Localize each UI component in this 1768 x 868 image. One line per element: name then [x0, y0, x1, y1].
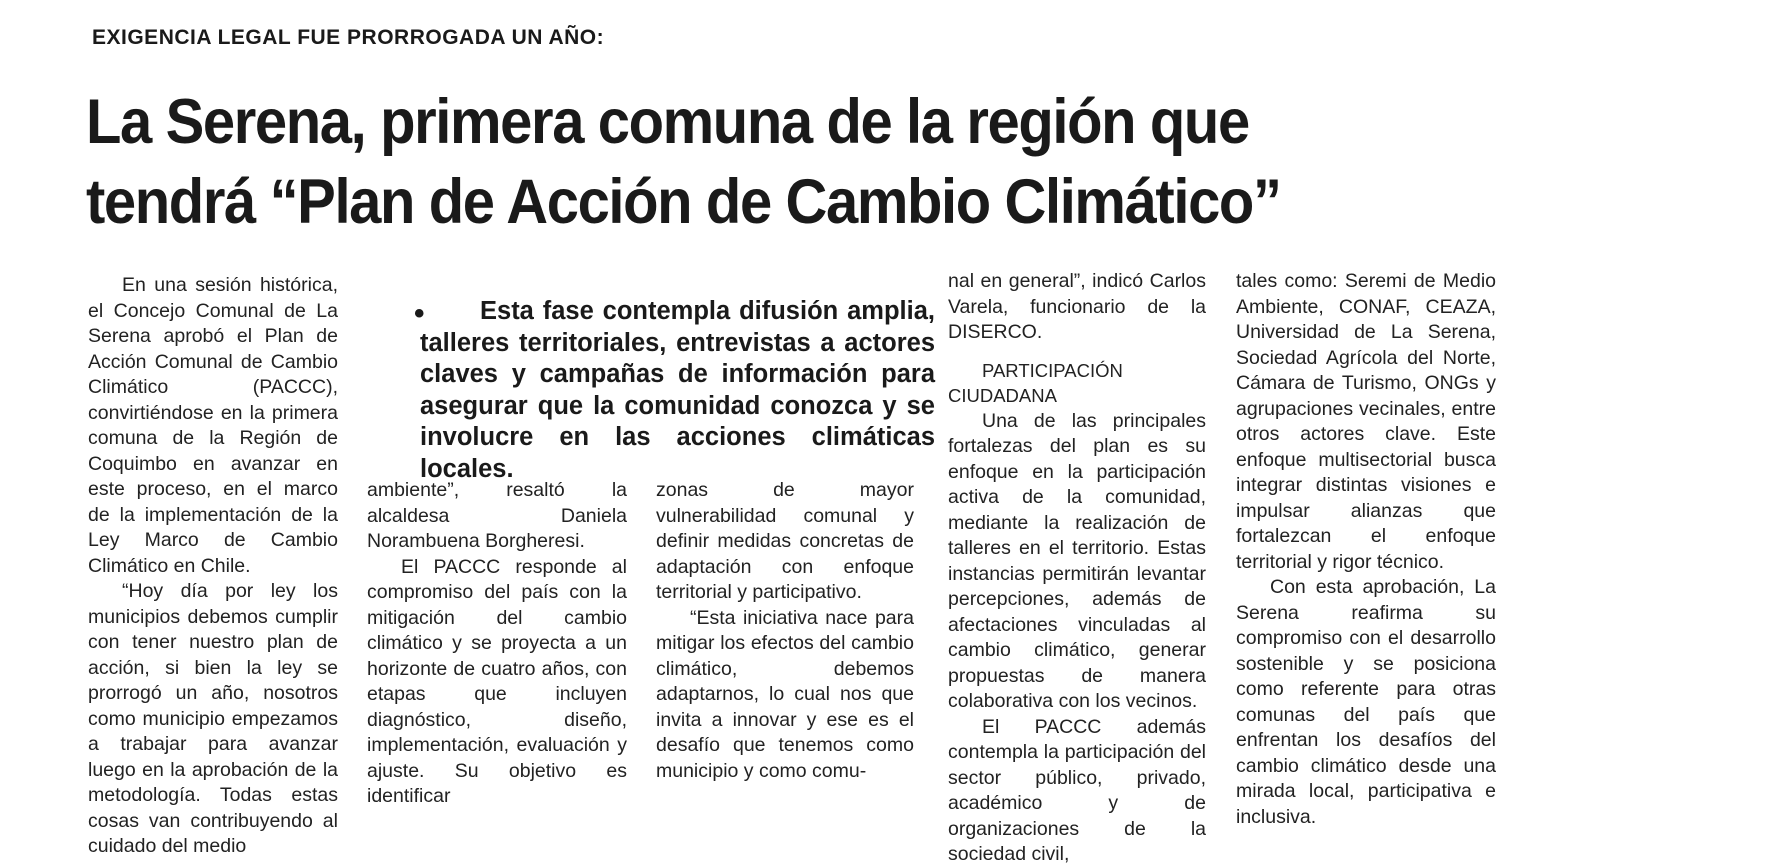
paragraph: “Esta iniciativa nace para mitigar los efectos del cambio climático, debemos adaptarnos, lo cual nos que invita a innovar y ese es el desafío que tenemos como municipio y como comu-: [656, 606, 914, 782]
column-3: [656, 478, 914, 784]
paragraph: En una sesión histórica, el Concejo Comunal de La Serena aprobó el Plan de Acción Comunal de Cambio Climático (PACCC), convirtiéndose en la primera comuna de la Región de Coquimbo en avanzar en este proceso, en el marco de la implementación de la Ley Marco de Cambio Climático en Chile.: [88, 274, 338, 577]
headline-line-1: La Serena, primera comuna de la región que: [86, 87, 1249, 157]
column-2: [367, 478, 627, 810]
section-subhead: PARTICIPACIÓN CIUDADANA: [948, 359, 1123, 406]
bullet-icon: •: [414, 297, 425, 330]
paragraph: “Hoy día por ley los municipios debemos cumplir con tener nuestro plan de acción, si bien la ley se prorrogó un año, nosotros como municipio empezamos a trabajar para avanzar luego en la aprobación de la metodología. Todas estas cosas van contribuyendo al cuidado del medio: [88, 580, 338, 857]
paragraph: Una de las principales fortalezas del plan es su enfoque en la participación activa de la comunidad, mediante la realización de talleres en el territorio. Estas instancias permitirán levantar percepciones, además de afectaciones vinculadas al cambio climático, generar propuestas de manera colaborativa con los vecinos.: [948, 409, 1206, 712]
headline: [86, 82, 1595, 242]
paragraph: El PACCC responde al compromiso del país con la mitigación del cambio climático y se proyecta a un horizonte de cuatro años, con etapas que incluyen diagnóstico, diseño, implementación, evaluación y ajuste. Su objetivo es identificar: [367, 555, 627, 807]
column-5: [1236, 269, 1496, 830]
paragraph: zonas de mayor vulnerabilidad comunal y definir medidas concretas de adaptación con enfoque territorial y participativo.: [656, 479, 914, 603]
kicker: EXIGENCIA LEGAL FUE PRORROGADA UN AÑO:: [92, 26, 605, 49]
paragraph: El PACCC además contempla la participación del sector público, privado, académico y de organizaciones de la sociedad civil,: [948, 715, 1206, 865]
pull-quote-text: Esta fase contempla difusión amplia, talleres territoriales, entrevistas a actores claves y campañas de información para asegurar que la comunidad conozca y se involucre en las acciones climáticas locales.: [420, 297, 935, 483]
headline-line-2: tendrá “Plan de Acción de Cambio Climático”: [86, 167, 1281, 237]
pull-quote: [414, 296, 935, 485]
paragraph: nal en general”, indicó Carlos Varela, funcionario de la DISERCO.: [948, 270, 1206, 343]
paragraph: ambiente”, resaltó la alcaldesa Daniela Norambuena Borgheresi.: [367, 479, 627, 552]
paragraph: Con esta aprobación, La Serena reafirma su compromiso con el desarrollo sostenible y se posiciona como referente para otras comunas del país que enfrentan los desafíos del cambio climático desde una mirada local, participativa e inclusiva.: [1236, 576, 1496, 828]
paragraph: tales como: Seremi de Medio Ambiente, CONAF, CEAZA, Universidad de La Serena, Sociedad Agrícola del Norte, Cámara de Turismo, ONGs y agrupaciones vecinales, entre otros actores clave. Este enfoque multisectorial busca integrar distintas visiones e impulsar alianzas que fortalezcan el enfoque territorial y rigor técnico.: [1236, 270, 1496, 573]
column-4: [948, 269, 1206, 868]
column-1: [88, 273, 338, 860]
